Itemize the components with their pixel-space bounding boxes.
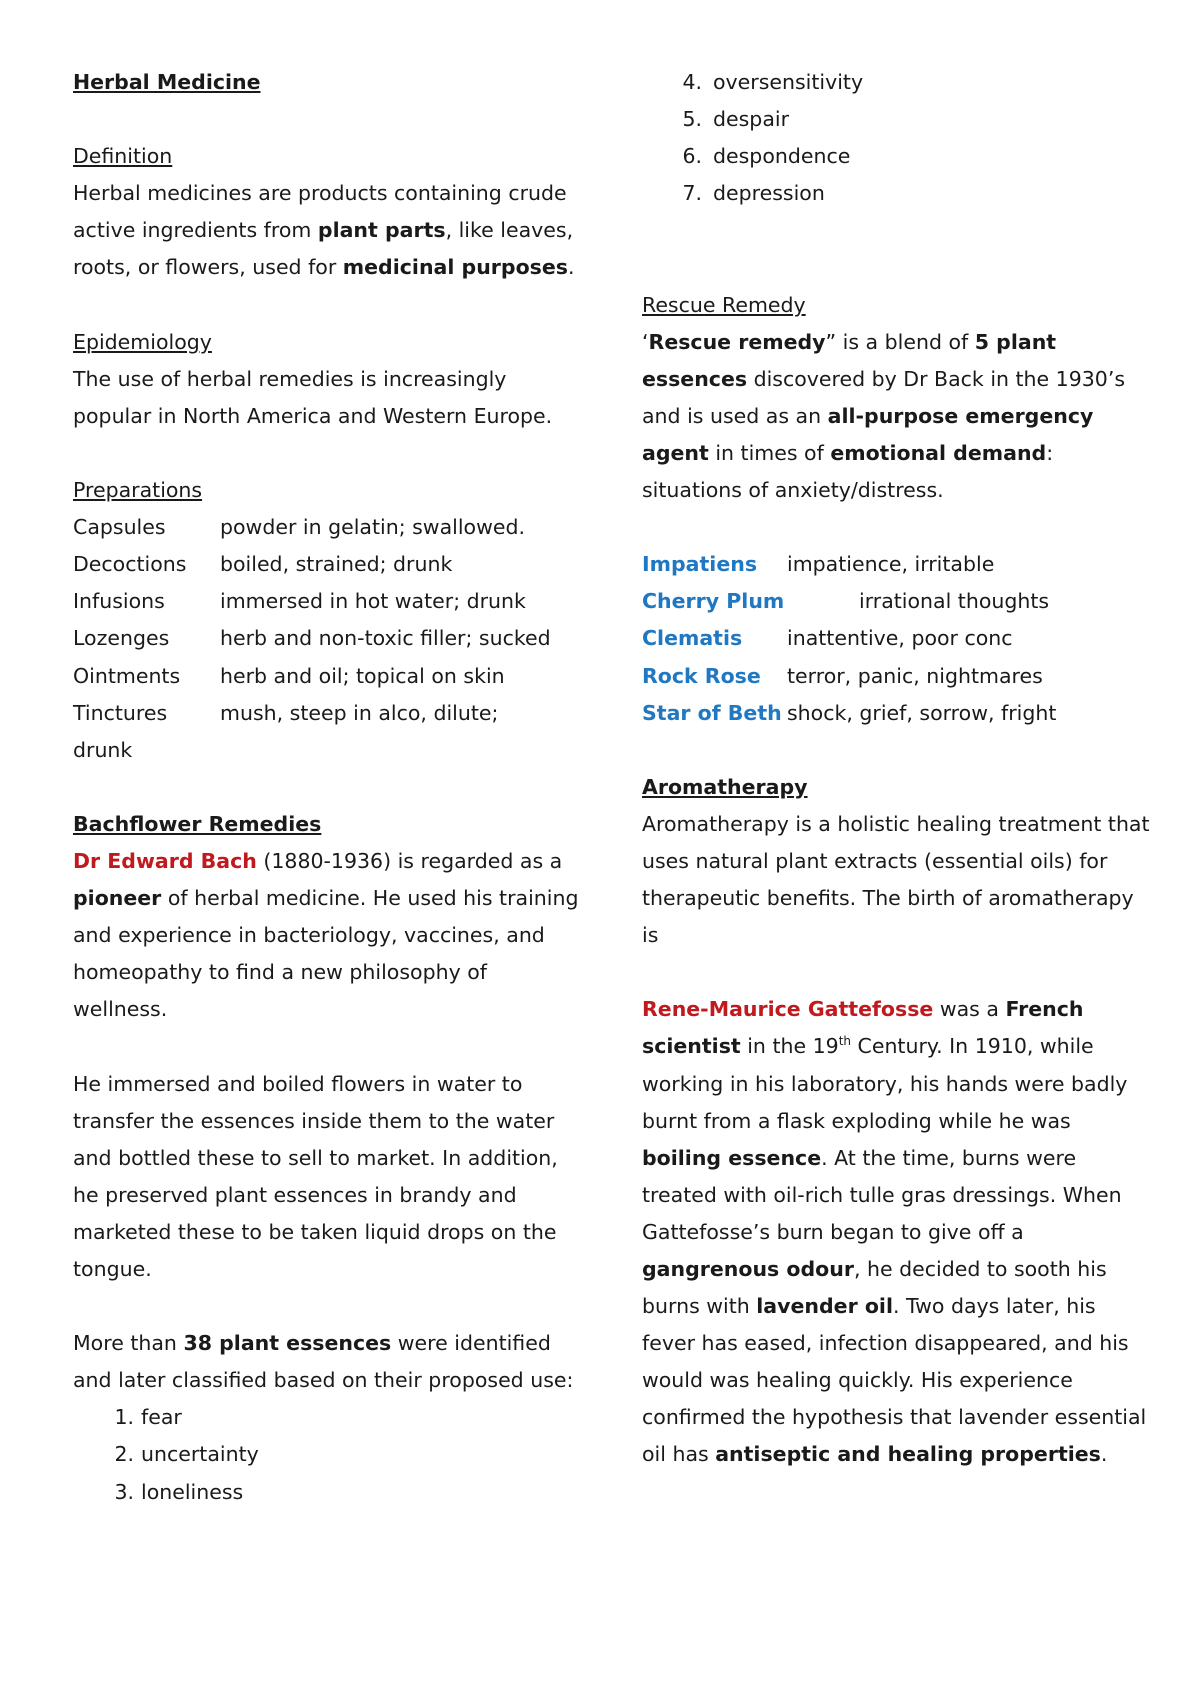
definition-paragraph: Herbal medicines are products containing crude active ingredients from plant parts, like leaves, roots, or flowers, used for medicinal purposes. [73, 181, 575, 280]
bach-paragraph-3: More than 38 plant essences were identified and later classified based on their proposed use: [73, 1331, 574, 1393]
list-item: 3. loneliness [114, 1479, 244, 1504]
bachflower-heading: Bachflower Remedies [73, 811, 322, 836]
flower-row: Star of Beth shock, grief, sorrow, fright [642, 700, 1057, 725]
uses-list-right [642, 64, 1152, 212]
epidemiology-heading: Epidemiology [73, 329, 212, 354]
list-item: 7. depression [682, 181, 825, 206]
preparation-row: Lozenges herb and non-toxic filler; sucked [73, 626, 551, 651]
list-item: 6. despondence [682, 144, 851, 169]
document-title: Herbal Medicine [73, 70, 261, 94]
preparation-row: Infusions immersed in hot water; drunk [73, 589, 526, 614]
aromatherapy-paragraph-2: Rene-Maurice Gattefosse was a French scientist in the 19th Century. In 1910, while working in his laboratory, his hands were badly burnt from a flask exploding while he was boiling essence. At the time, burns were treated with oil-rich tulle gras dressings. When Gattefosse’s burn began to give off a gangrenous odour, he decided to sooth his burns with lavender oil. Two days later, his fever has eased, infection disappeared, and his would was healing quickly. His experience confirmed the hypothesis that lavender essential oil has antiseptic and healing properties. [642, 997, 1147, 1467]
preparation-row: Tinctures mush, steep in alco, dilute; [73, 700, 499, 725]
bach-paragraph-1: Dr Edward Bach (1880-1936) is regarded as a pioneer of herbal medicine. He used his training and experience in bacteriology, vaccines, and homeopathy to find a new philosophy of wellness. [73, 848, 579, 1022]
edward-bach-name: Dr Edward Bach [73, 848, 257, 873]
rescue-remedy-heading: Rescue Remedy [642, 292, 806, 317]
preparation-row: Ointments herb and oil; topical on skin [73, 663, 505, 688]
aromatherapy-heading: Aromatherapy [642, 774, 808, 799]
flower-row: Clematis inattentive, poor conc [642, 626, 1013, 651]
rescue-remedy-paragraph: ‘Rescue remedy” is a blend of 5 plant essences discovered by Dr Back in the 1930’s and is used as an all-purpose emergency agent in times of emotional demand: situations of anxiety/distress. [642, 329, 1126, 503]
preparation-row: Decoctions boiled, strained; drunk [73, 552, 453, 577]
list-item: 2. uncertainty [114, 1442, 259, 1467]
aromatherapy-paragraph-1: Aromatherapy is a holistic healing treatment that uses natural plant extracts (essential oils) for therapeutic benefits. The birth of aromatherapy is [642, 811, 1150, 948]
list-item: 1. fear [114, 1405, 182, 1430]
flower-row: Cherry Plum irrational thoughts [642, 589, 1050, 614]
flower-row: Impatiens impatience, irritable [642, 552, 995, 577]
flower-list [642, 546, 1152, 731]
right-column [642, 64, 1152, 1474]
flower-row: Rock Rose terror, panic, nightmares [642, 663, 1043, 688]
list-item: 4. oversensitivity [682, 70, 864, 94]
uses-list-left [73, 1399, 583, 1510]
epidemiology-paragraph: The use of herbal remedies is increasingly popular in North America and Western Europe. [73, 366, 553, 428]
preparations-list [73, 509, 583, 769]
preparation-row: Capsules powder in gelatin; swallowed. [73, 515, 525, 540]
preparation-wrap-text: drunk [73, 737, 133, 762]
bach-paragraph-2: He immersed and boiled flowers in water to transfer the essences inside them to the water and bottled these to sell to market. In addition, he preserved plant essences in brandy and marketed these to be taken liquid drops on the tongue. [73, 1071, 558, 1281]
definition-heading: Definition [73, 144, 173, 169]
left-column [73, 64, 583, 1511]
gattefosse-name: Rene-Maurice Gattefosse [642, 997, 934, 1022]
list-item: 5. despair [682, 107, 790, 132]
preparations-heading: Preparations [73, 478, 203, 503]
